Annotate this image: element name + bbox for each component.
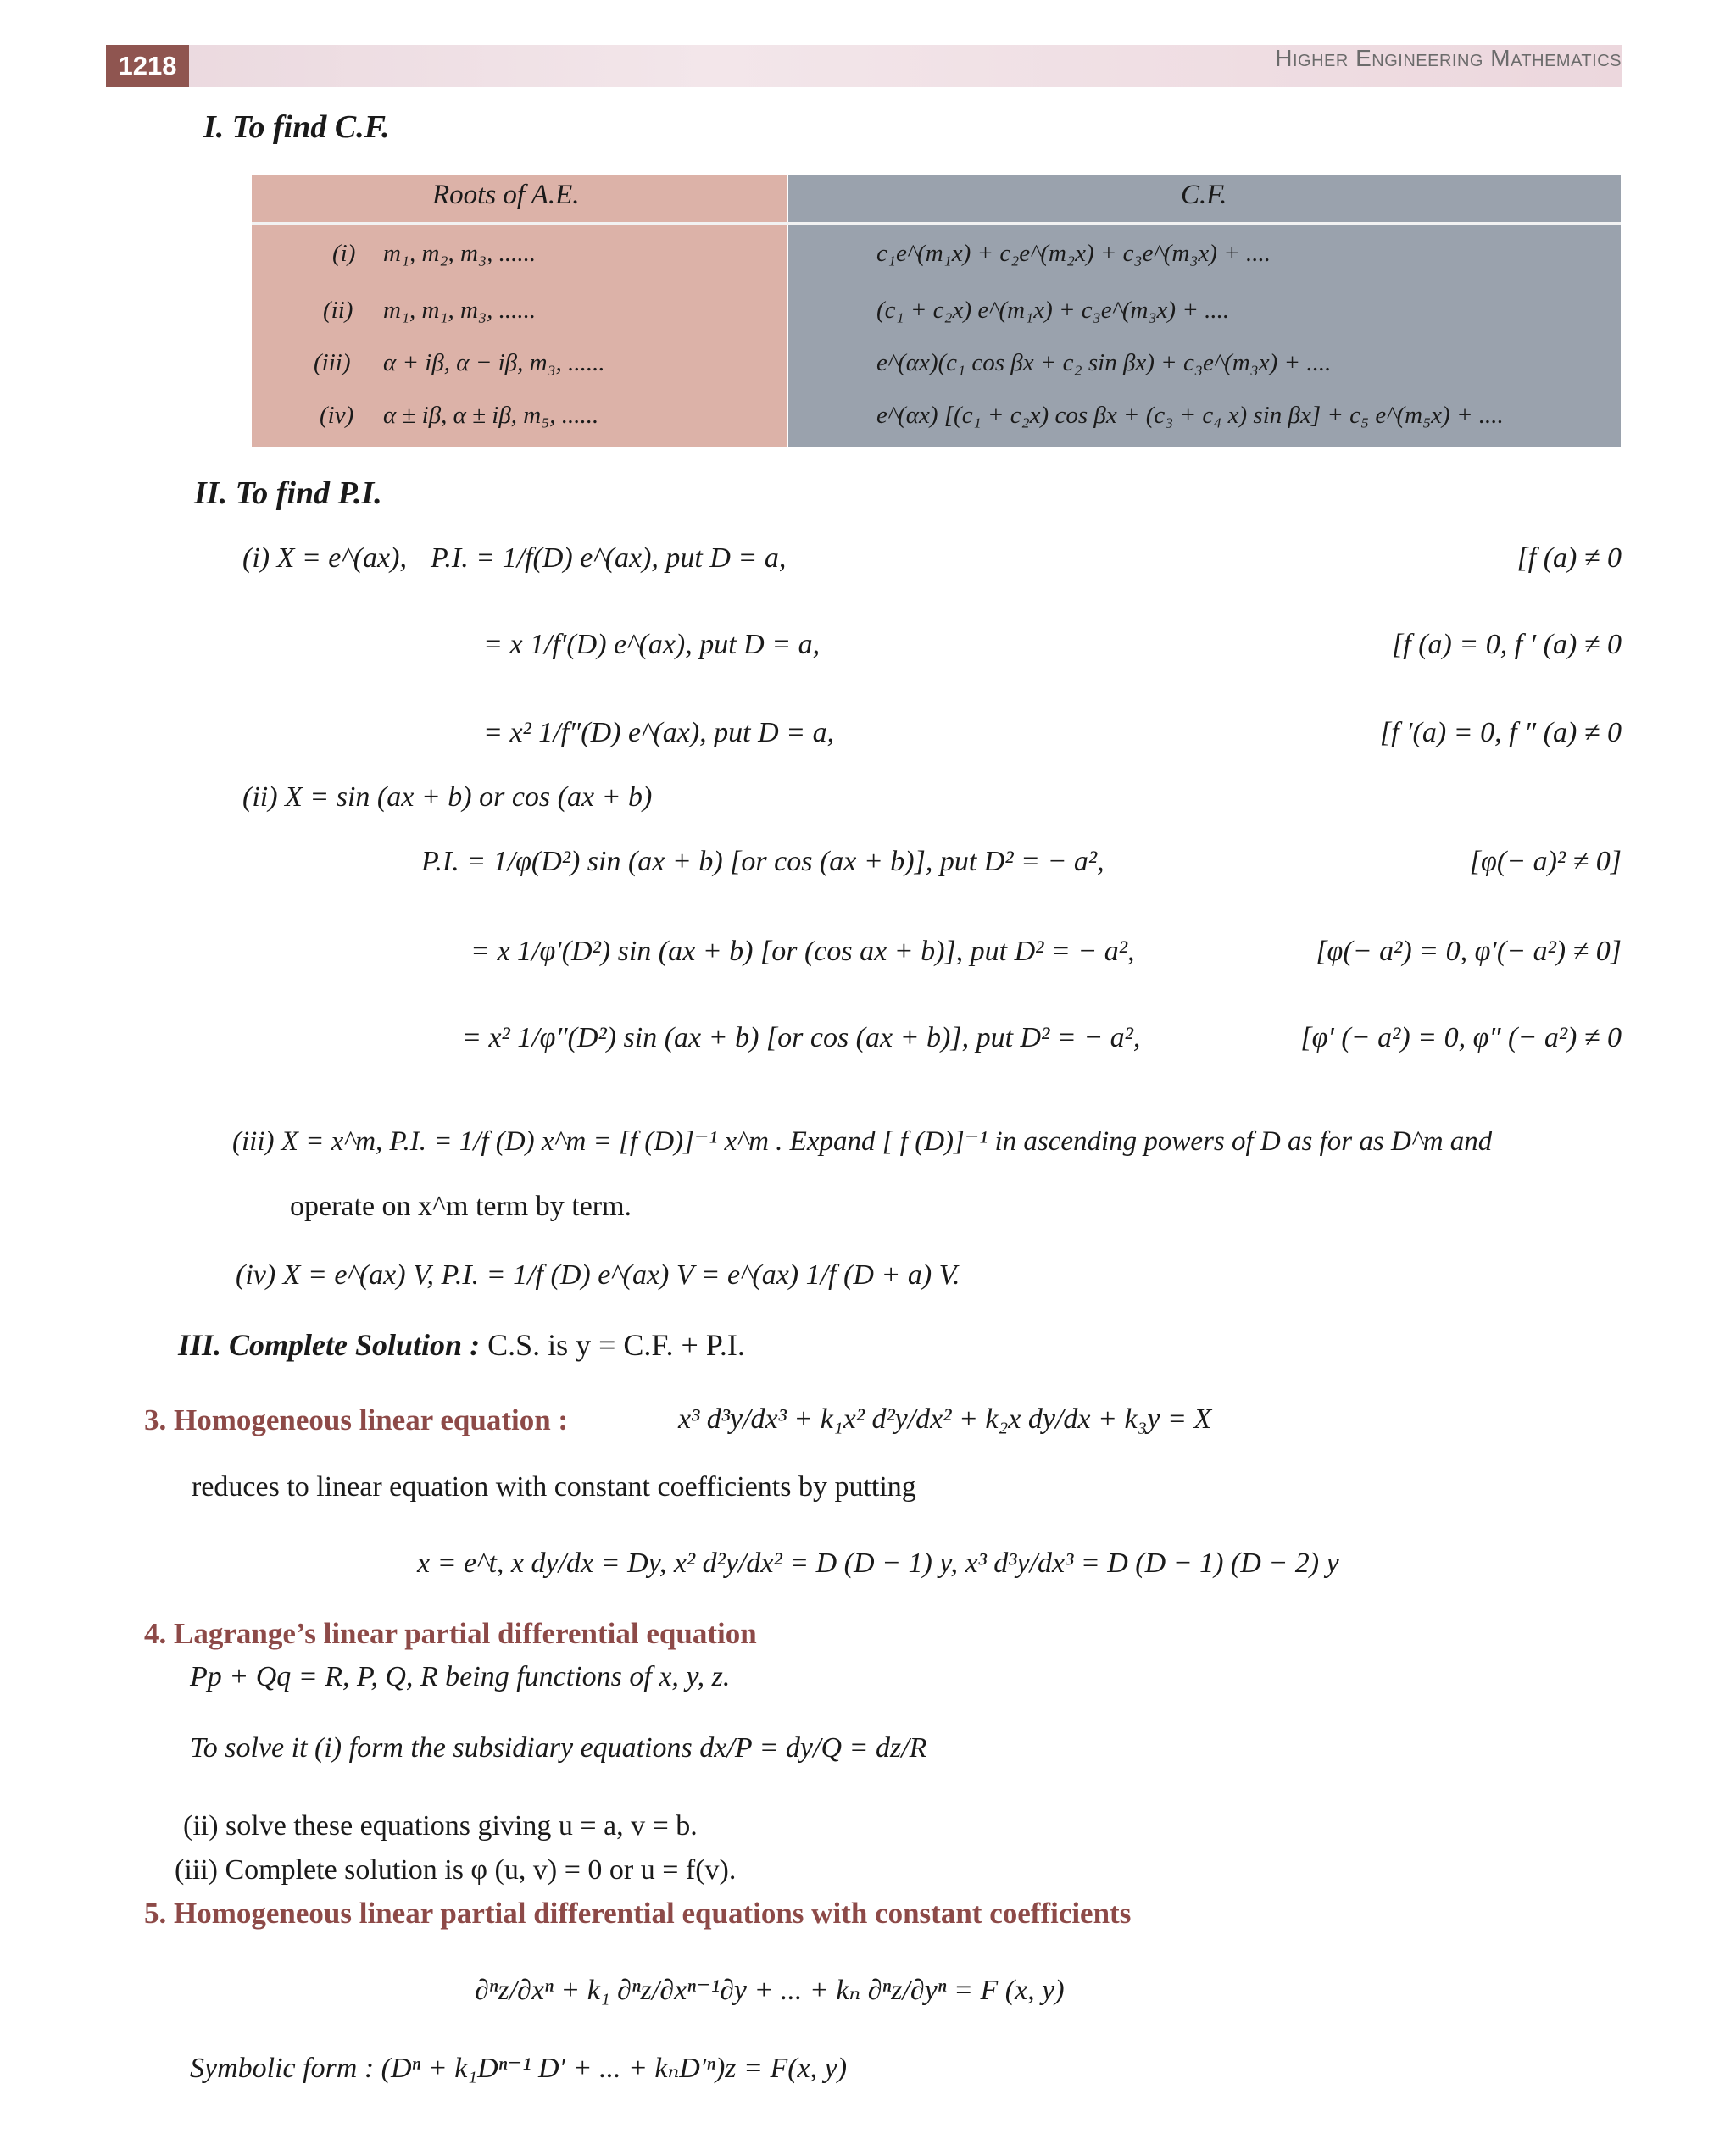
pi-condition: [φ′ (− a²) = 0, φ″ (− a²) ≠ 0 — [1300, 1022, 1622, 1053]
roots-cell: m₁, m₂, m₃, ...... — [383, 240, 537, 267]
roots-cell: α + iβ, α − iβ, m₃, ...... — [383, 349, 605, 376]
page-number: 1218 — [106, 45, 189, 87]
section-title-cs: III. Complete Solution : — [178, 1328, 481, 1362]
case-iii-line: (iii) X = x^m, P.I. = 1/f (D) x^m = [f (D)]⁻¹ x^m . Expand [ f (D)]⁻¹ in ascending powers of D as for as D^m and — [232, 1126, 1493, 1157]
pi-formula-line: = x² 1/f″(D) e^(ax), put D = a, — [483, 717, 835, 748]
section-title-pi: II. To find P.I. — [194, 475, 382, 511]
row-label: (ii) — [323, 297, 353, 324]
pi-condition: [f (a) ≠ 0 — [1516, 542, 1622, 574]
pi-condition: [f ′(a) = 0, f ″ (a) ≠ 0 — [1379, 717, 1622, 748]
pi-formula-line: = x 1/f′(D) e^(ax), put D = a, — [483, 629, 821, 660]
homogeneous-equation: x³ d³y/dx³ + k₁x² d²y/dx² + k₂x dy/dx + k₃y = X — [678, 1403, 1212, 1435]
case-ii-lead: (ii) X = sin (ax + b) or cos (ax + b) — [242, 781, 653, 813]
pi-formula-line: = x 1/φ′(D²) sin (ax + b) [or (cos ax + b)], put D² = − a², — [470, 936, 1135, 967]
cf-cell: e^(αx)(c₁ cos βx + c₂ sin βx) + c₃e^(m₃x) + .... — [876, 349, 1332, 376]
row-label: (i) — [332, 240, 356, 267]
pi-formula-line: = x² 1/φ″(D²) sin (ax + b) [or cos (ax + b)], put D² = − a², — [462, 1022, 1141, 1053]
table-header-cf: C.F. — [1181, 180, 1227, 210]
running-title: Higher Engineering Mathematics — [1275, 45, 1622, 71]
table-header-divider — [252, 222, 1621, 225]
pi-formula-line: P.I. = 1/φ(D²) sin (ax + b) [or cos (ax + b)], put D² = − a², — [421, 846, 1104, 877]
row-label: (iii) — [314, 349, 351, 376]
cf-cell: c₁e^(m₁x) + c₂e^(m₂x) + c₃e^(m₃x) + .... — [876, 240, 1271, 267]
pi-condition: [φ(− a)² ≠ 0] — [1469, 846, 1622, 877]
homogeneous-text: reduces to linear equation with constant coefficients by putting — [192, 1471, 916, 1503]
lagrange-step-iii: (iii) Complete solution is φ (u, v) = 0 or u = f(v). — [175, 1854, 737, 1886]
pi-condition: [f (a) = 0, f ′ (a) ≠ 0 — [1392, 629, 1622, 660]
case-iii-continuation: operate on x^m term by term. — [290, 1191, 632, 1222]
lagrange-step-ii: (ii) solve these equations giving u = a, v = b. — [183, 1810, 698, 1842]
pi-condition: [φ(− a²) = 0, φ′(− a²) ≠ 0] — [1316, 936, 1622, 967]
heading-homogeneous-linear: 3. Homogeneous linear equation : — [144, 1403, 569, 1436]
substitution-equation: x = e^t, x dy/dx = Dy, x² d²y/dx² = D (D − 1) y, x³ d³y/dx³ = D (D − 1) (D − 2) y — [417, 1548, 1339, 1579]
section-cs-text: C.S. is y = C.F. + P.I. — [487, 1328, 745, 1362]
lagrange-equation: Pp + Qq = R, P, Q, R being functions of x, y, z. — [190, 1661, 731, 1692]
heading-homogeneous-pde: 5. Homogeneous linear partial differential equations with constant coefficients — [144, 1897, 1132, 1930]
section-title-cf: I. To find C.F. — [203, 109, 390, 145]
case-i-lead: (i) X = e^(ax), — [242, 542, 407, 574]
roots-cell: α ± iβ, α ± iβ, m₅, ...... — [383, 402, 599, 429]
section-complete-solution — [178, 1327, 745, 1363]
pi-formula-line: P.I. = 1/f(D) e^(ax), put D = a, — [431, 542, 787, 574]
homogeneous-pde-equation: ∂ⁿz/∂xⁿ + k₁ ∂ⁿz/∂xⁿ⁻¹∂y + ... + kₙ ∂ⁿz/∂yⁿ = F (x, y) — [475, 1975, 1065, 2006]
symbolic-form: Symbolic form : (Dⁿ + k₁Dⁿ⁻¹ D′ + ... + kₙD′ⁿ)z = F(x, y) — [190, 2053, 848, 2084]
table-header-roots: Roots of A.E. — [432, 180, 580, 210]
case-iv-line: (iv) X = e^(ax) V, P.I. = 1/f (D) e^(ax) V = e^(ax) 1/f (D + a) V. — [236, 1259, 960, 1291]
cf-cell: (c₁ + c₂x) e^(m₁x) + c₃e^(m₃x) + .... — [876, 297, 1230, 324]
roots-cell: m₁, m₁, m₃, ...... — [383, 297, 537, 324]
row-label: (iv) — [320, 402, 354, 429]
heading-lagrange: 4. Lagrange’s linear partial differential equation — [144, 1617, 757, 1650]
subsidiary-equations: To solve it (i) form the subsidiary equations dx/P = dy/Q = dz/R — [190, 1732, 927, 1764]
cf-cell: e^(αx) [(c₁ + c₂x) cos βx + (c₃ + c₄ x) sin βx] + c₅ e^(m₅x) + .... — [876, 402, 1504, 429]
